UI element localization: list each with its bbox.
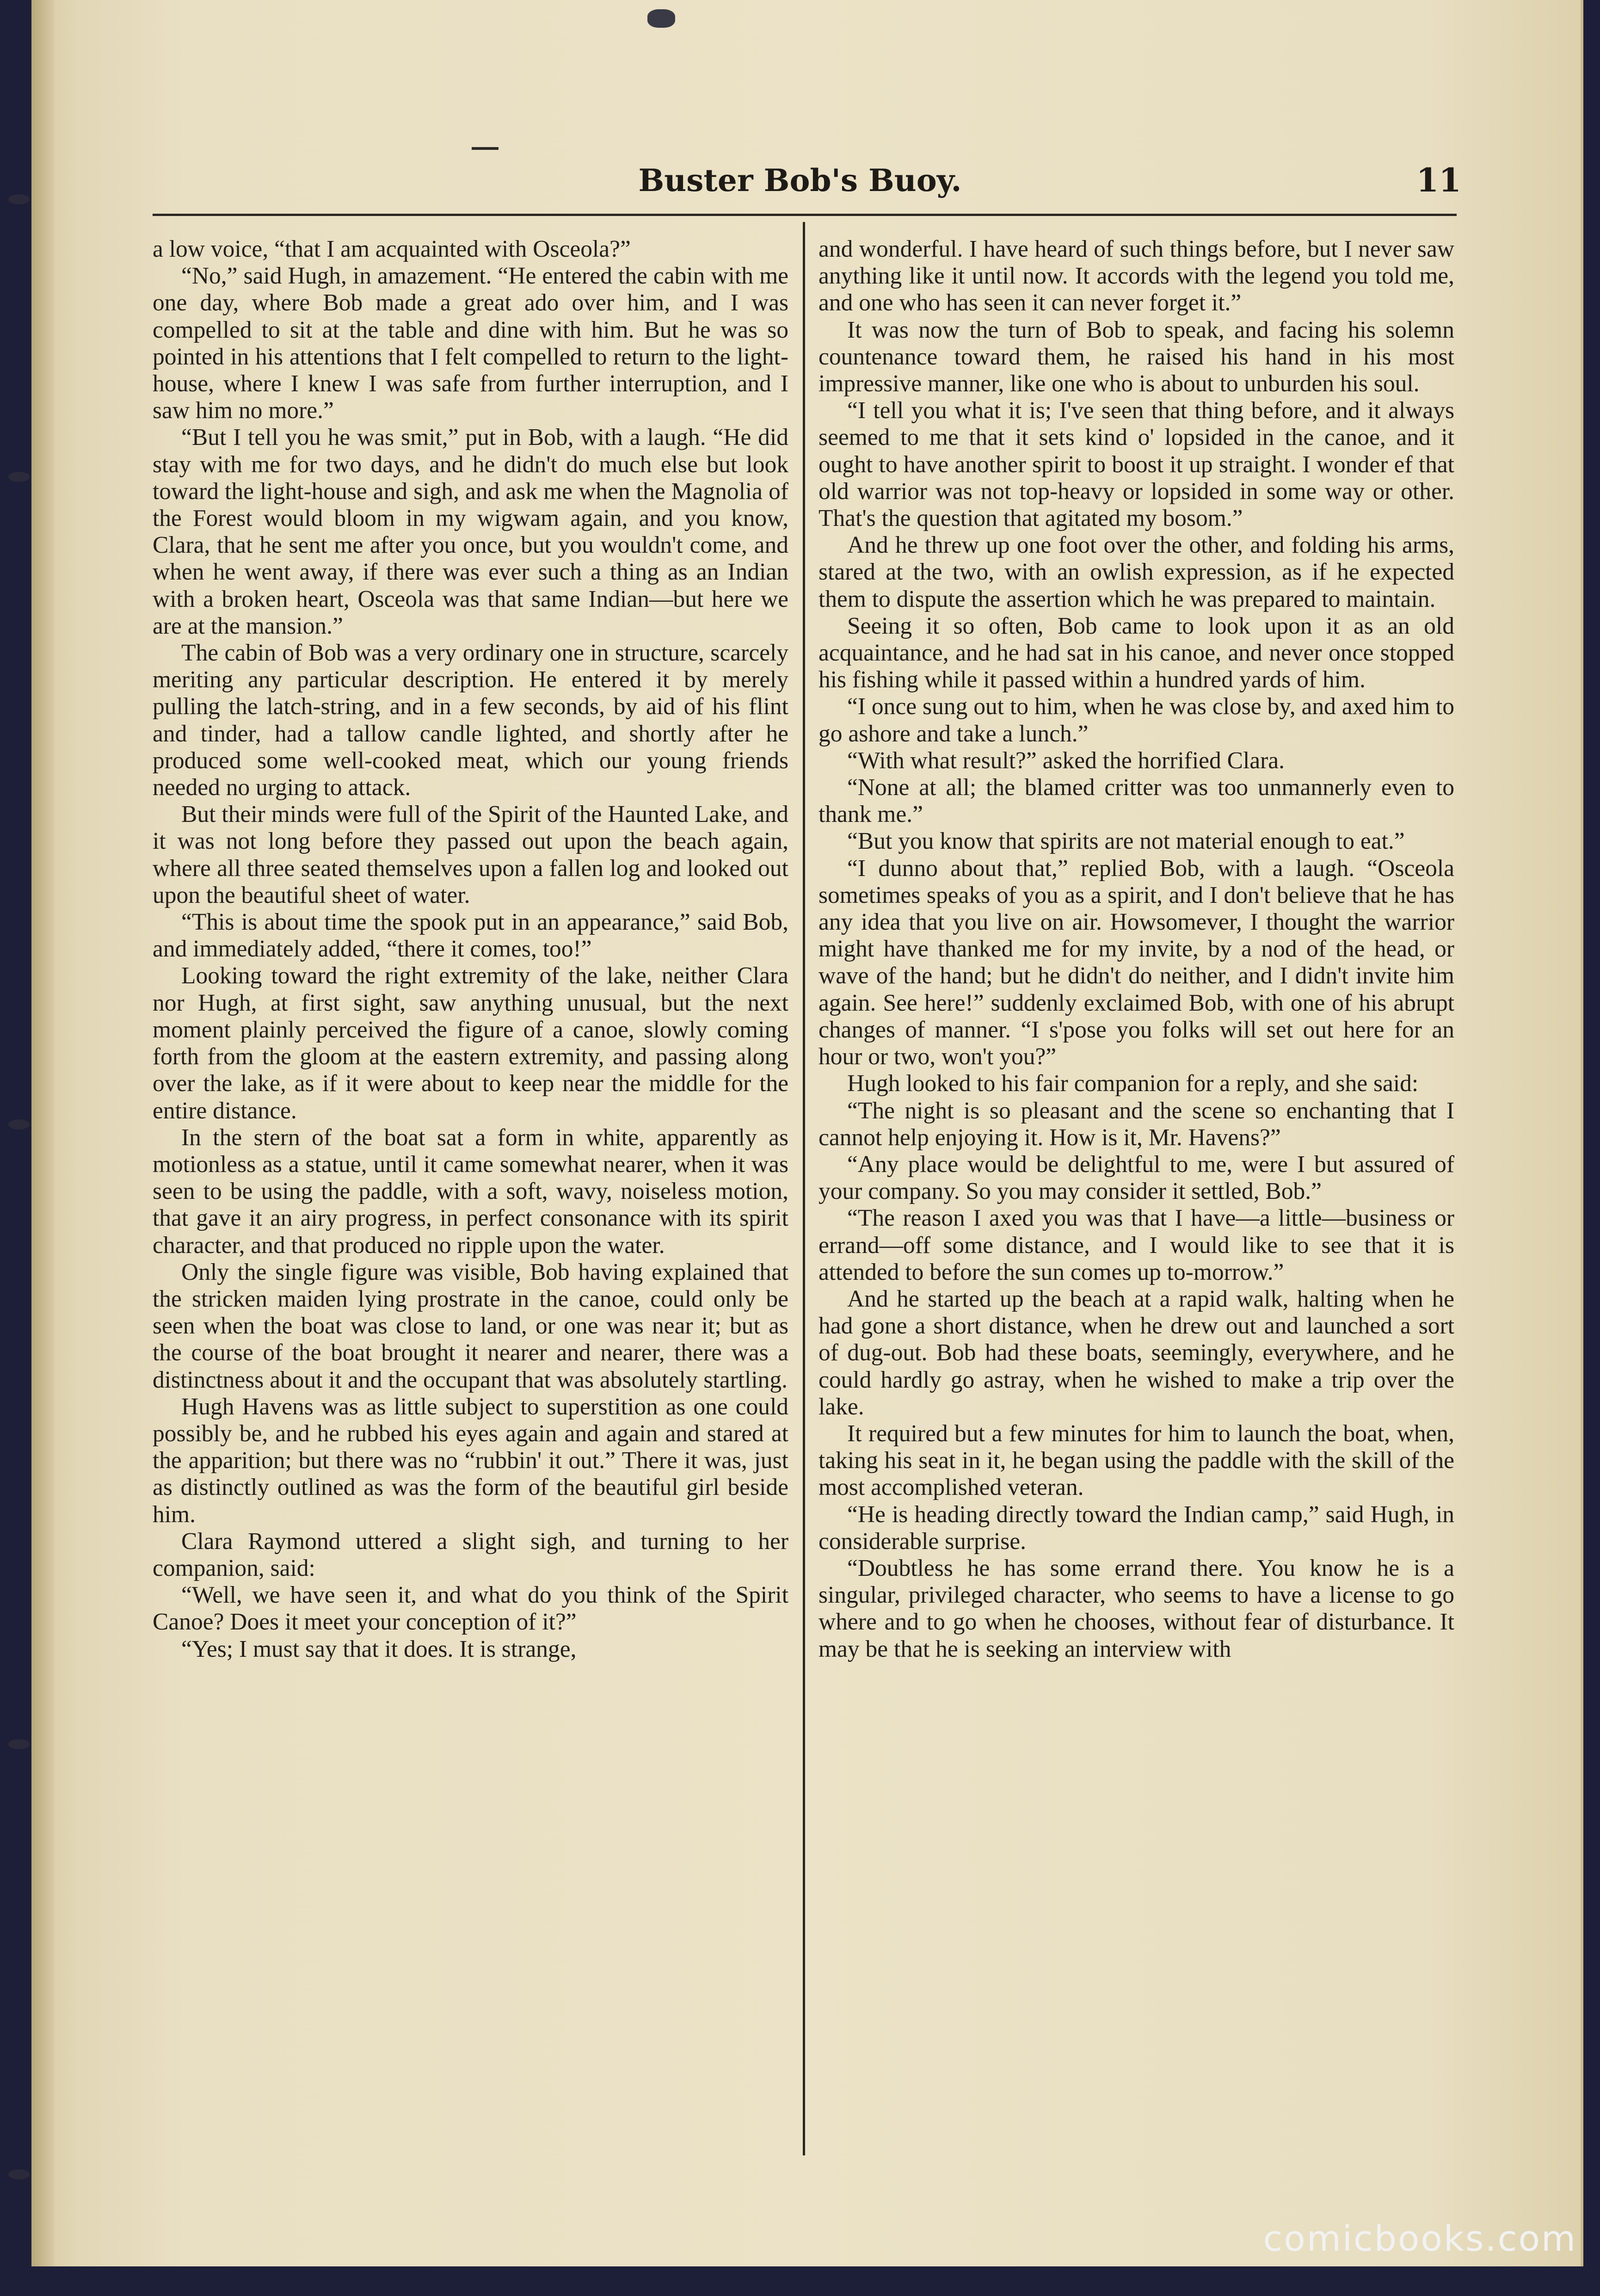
binding-hole	[8, 1119, 30, 1129]
paragraph: “I tell you what it is; I've seen that thing before, and it always seemed to me that it sets kind o' lopsided in the canoe, and it ought to have another spirit to boost it up straight. I wonder ef that old warrior was not top-heavy or lopsided in some way or other. That's the question that agitated my bosom.”	[818, 397, 1454, 532]
paragraph: “But I tell you he was smit,” put in Bob, with a laugh. “He did stay with me for two days, and he didn't do much else but look toward the light-house and sigh, and ask me when the Magnolia of the Forest would bloom in my wigwam again, and you know, Clara, that he sent me after you once, but you wouldn't come, and when he went away, if there was ever such a thing as an Indian with a broken heart, Osceola was that same Indian—but here we are at the mansion.”	[153, 424, 788, 639]
left-text-column	[153, 236, 788, 2169]
page-number: 11	[1416, 161, 1461, 199]
paragraph: It required but a few minutes for him to launch the boat, when, taking his seat in it, he began using the paddle with the skill of the most accomplished veteran.	[818, 1420, 1454, 1501]
printer-mark	[472, 147, 498, 150]
binding-hole	[8, 2169, 30, 2179]
paragraph: But their minds were full of the Spirit of the Haunted Lake, and it was not long before they passed out upon the beach again, where all three seated themselves upon a fallen log and looked out upon the beautiful sheet of water.	[153, 801, 788, 908]
paragraph: It was now the turn of Bob to speak, and facing his solemn countenance toward them, he raised his hand in his most impressive manner, like one who is about to unburden his soul.	[818, 316, 1454, 397]
paragraph: “No,” said Hugh, in amazement. “He entered the cabin with me one day, where Bob made a great ado over him, and I was compelled to sit at the table and dine with him. But he was so pointed in his attentions that I felt compelled to return to the light-house, where I knew I was safe from further interruption, and I saw him no more.”	[153, 263, 788, 424]
paragraph: Clara Raymond uttered a slight sigh, and turning to her companion, said:	[153, 1528, 788, 1581]
paragraph: “This is about time the spook put in an appearance,” said Bob, and immediately added, “there it comes, too!”	[153, 909, 788, 963]
paragraph: “Well, we have seen it, and what do you think of the Spirit Canoe? Does it meet your conception of it?”	[153, 1582, 788, 1636]
paragraph: “The reason I axed you was that I have—a little—business or errand—off some distance, and I would like to see that it is attended to before the sun comes up to-morrow.”	[818, 1205, 1454, 1285]
watermark: comicbooks.com	[1263, 2218, 1577, 2259]
paragraph: “With what result?” asked the horrified Clara.	[847, 747, 1285, 774]
paragraph: “I dunno about that,” replied Bob, with a laugh. “Osceola sometimes speaks of you as a spirit, and I don't believe that he has any idea that you live on air. Howsomever, I thought the warrior might have thanked me for my invite, by a nod of the head, or wave of the hand; but he didn't do neither, and I didn't invite him again. See here!” suddenly exclaimed Bob, with one of his abrupt changes of manner. “I s'pose you folks will set out here for an hour or two, won't you?”	[818, 855, 1454, 1070]
binding-hole	[8, 1739, 30, 1749]
paragraph: “Any place would be delightful to me, were I but assured of your company. So you may consider it settled, Bob.”	[818, 1151, 1454, 1205]
paragraph: In the stern of the boat sat a form in white, apparently as motionless as a statue, until it came somewhat nearer, when it was seen to be using the paddle, with a soft, wavy, noiseless motion, that gave it an airy progress, in perfect consonance with its spirit character, and that produced no ripple upon the water.	[153, 1124, 788, 1259]
paragraph: “But you know that spirits are not material enough to eat.”	[847, 828, 1405, 855]
paragraph: “I once sung out to him, when he was close by, and axed him to go ashore and take a lunch.”	[818, 693, 1454, 747]
paragraph: “Doubtless he has some errand there. You know he is a singular, privileged character, who seems to have a license to go where and to go when he chooses, without fear of disturbance. It may be that he is seeking an interview with	[818, 1555, 1454, 1662]
paragraph: Looking toward the right extremity of the lake, neither Clara nor Hugh, at first sight, saw anything unusual, but the next moment plainly perceived the figure of a canoe, slowly coming forth from the gloom at the eastern extremity, and passing along over the lake, as if it were about to keep near the middle for the entire distance.	[153, 963, 788, 1124]
page-gutter-edge	[31, 0, 55, 2266]
paragraph: “Yes; I must say that it does. It is strange,	[181, 1636, 577, 1662]
column-divider	[803, 222, 805, 2155]
paragraph: And he started up the beach at a rapid walk, halting when he had gone a short distance, when he drew out and launched a sort of dug-out. Bob had these boats, seemingly, everywhere, and he could hardly go astray, when he wished to make a trip over the lake.	[818, 1285, 1454, 1420]
binding-hole	[8, 472, 30, 482]
paragraph: Seeing it so often, Bob came to look upon it as an old acquaintance, and he had sat in his canoe, and never once stopped his fishing while it passed within a hundred yards of him.	[818, 612, 1454, 693]
paragraph: The cabin of Bob was a very ordinary one in structure, scarcely meriting any particular description. He entered it by merely pulling the latch-string, and in a few seconds, by aid of his flint and tinder, had a tallow candle lighted, and shortly after he produced some well-cooked meat, which our young friends needed no urging to attack.	[153, 640, 788, 801]
paragraph: And he threw up one foot over the other, and folding his arms, stared at the two, with an owlish expression, as if he expected them to dispute the assertion which he was prepared to maintain.	[818, 532, 1454, 612]
paragraph: a low voice, “that I am acquainted with Osceola?”	[153, 236, 631, 262]
paragraph: Hugh Havens was as little subject to superstition as one could possibly be, and he rubbed his eyes again and again and stared at the apparition; but there was no “rubbin' it out.” There it was, just as distinctly outlined as was the form of the beautiful girl beside him.	[153, 1393, 788, 1528]
paragraph: Hugh looked to his fair companion for a reply, and she said:	[847, 1070, 1419, 1097]
paragraph: and wonderful. I have heard of such things before, but I never saw anything like it until now. It accords with the legend you told me, and one who has seen it can never forget it.”	[818, 236, 1454, 316]
right-text-column	[818, 236, 1454, 2169]
paragraph: Only the single figure was visible, Bob having explained that the stricken maiden lying prostrate in the canoe, could only be seen when the boat was close to land, or one was near it; but as the course of the boat brought it nearer and nearer, there was a distinctness about it and the occupant that was absolutely startling.	[153, 1259, 788, 1393]
paragraph: “None at all; the blamed critter was too unmannerly even to thank me.”	[818, 774, 1454, 828]
ink-blot	[647, 9, 675, 28]
binding-hole	[8, 194, 30, 204]
running-title: Buster Bob's Buoy.	[638, 162, 962, 198]
header-rule	[153, 214, 1457, 216]
paragraph: “The night is so pleasant and the scene so enchanting that I cannot help enjoying it. How is it, Mr. Havens?”	[818, 1097, 1454, 1151]
paragraph: “He is heading directly toward the Indian camp,” said Hugh, in considerable surprise.	[818, 1501, 1454, 1555]
